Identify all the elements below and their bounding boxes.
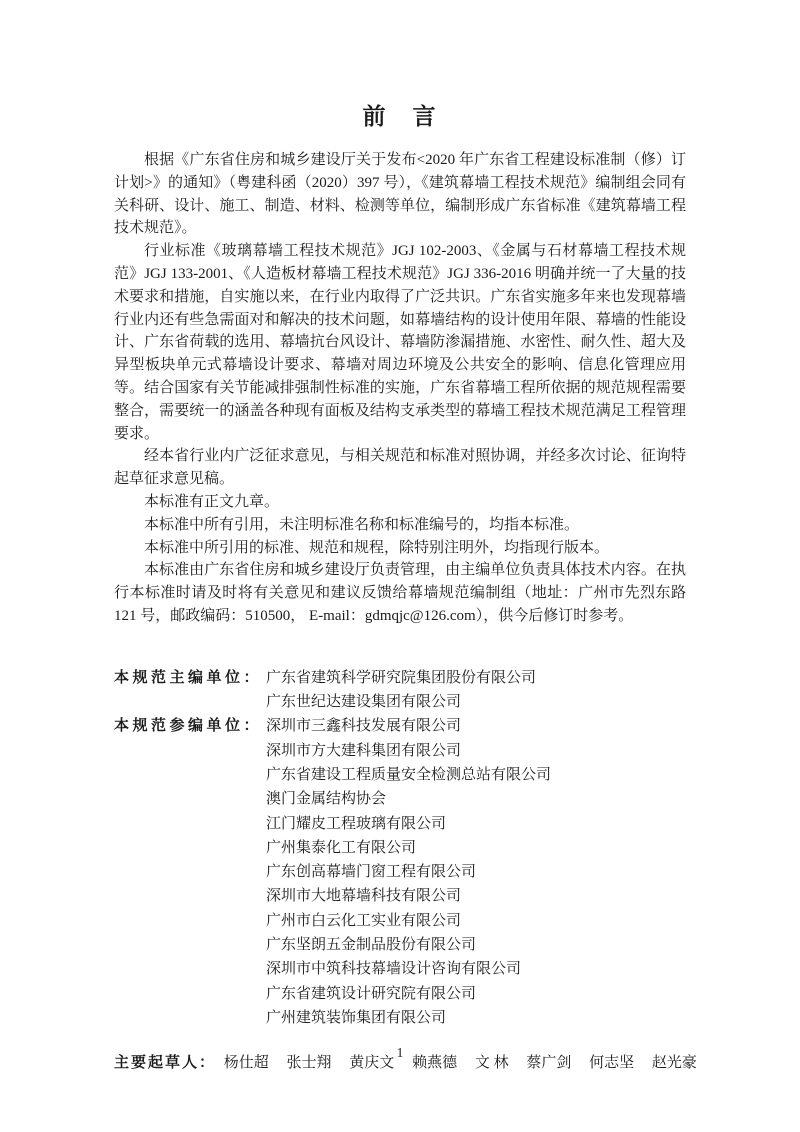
org-name: 深圳市三鑫科技发展有限公司 [266,718,462,735]
preface-paragraph: 本标准有正文九章。 [144,493,280,510]
preface-paragraph: 本标准由广东省住房和城乡建设厅负责管理，由主编单位负责具体技术内容。在执行本标准时请及时将有关意见和建议反馈给幕墙规范编制组（地址：广州市先烈东路 121 号，邮政编码：510500， E-mail：gdmqjc@126.com），供今后修订时参考。 [114,562,686,624]
org-name: 广东省建筑科学研究院集团股份有限公司 [266,669,537,686]
org-name: 江门耀皮工程玻璃有限公司 [266,815,447,832]
drafter-name: 赵光豪 [651,1055,697,1072]
drafter-name: 蔡广剑 [526,1055,572,1072]
drafter-name: 何志坚 [589,1055,635,1072]
preface-paragraph: 本标准中所有引用，未注明标准名称和标准编号的，均指本标准。 [144,516,580,533]
preface-paragraph: 行业标准《玻璃幕墙工程技术规范》JGJ 102-2003、《金属与石材幕墙工程技术规范》JGJ 133-2001、《人造板材幕墙工程技术规范》JGJ 336-2016 明确并统一了大量的技术要求和措施，自实施以来，在行业内取得了广泛共识。广东省实施多年来也发现幕墙行业内还有些急需面对和解决的技术问题，如幕墙结构的设计使用年限、幕墙的性能设计、广东省荷载的选用、幕墙抗台风设计、幕墙防渗漏措施、水密性、耐久性、超大及异型板块单元式幕墙设计要求、幕墙对周边环境及公共安全的影响、信息化管理应用等。结合国家有关节能减排强制性标准的实施，广东省幕墙工程所依据的规范规程需要整合，需要统一的涵盖各种现有面板及结构支承类型的幕墙工程技术规范满足工程管理要求。 [114,243,686,442]
chief-units-label: 本规范主编单位： [114,668,263,686]
participating-units-list [266,714,686,1030]
page-number: 1 [396,1046,404,1061]
drafter-name: 赖燕德 [412,1055,458,1072]
org-name: 广东省建筑设计研究院有限公司 [266,985,477,1002]
org-name: 深圳市大地幕墙科技有限公司 [266,888,462,905]
org-name: 广州市白云化工实业有限公司 [266,912,462,929]
preface-body [114,149,686,628]
participating-units-row [114,714,686,1030]
org-name: 广州建筑装饰集团有限公司 [266,1009,447,1026]
org-name: 广州集泰化工有限公司 [266,839,417,856]
drafter-name: 文 林 [474,1055,509,1072]
drafter-name: 杨仕超 [223,1055,269,1072]
org-name: 深圳市方大建科集团有限公司 [266,742,462,759]
org-name: 广东坚朗五金制品股份有限公司 [266,937,477,953]
participating-units-label: 本规范参编单位： [114,717,263,735]
editing-units-section [114,666,686,1030]
chief-units-row [114,666,686,715]
preface-paragraph: 本标准中所引用的标准、规范和规程，除特别注明外，均指现行版本。 [144,539,610,556]
preface-paragraph: 根据《广东省住房和城乡建设厅关于发布<2020 年广东省工程建设标准制（修）订计划>》的通知》（粤建科函（2020）397 号），《建筑幕墙工程技术规范》编制组会同有关科研、设计、施工、制造、材料、检测等单位，编制形成广东省标准《建筑幕墙工程技术规范》。 [114,152,686,237]
drafters-label: 主要起草人： [114,1054,217,1072]
org-name: 广东世纪达建设集团有限公司 [266,694,462,711]
org-name: 深圳市中筑科技幕墙设计咨询有限公司 [266,961,522,978]
org-name: 澳门金属结构协会 [266,791,387,808]
chief-units-list [266,666,686,715]
org-name: 广东创高幕墙门窗工程有限公司 [266,864,477,881]
drafter-name: 黄庆文 [349,1055,395,1072]
preface-paragraph: 经本省行业内广泛征求意见，与相关规范和标准对照协调，并经多次讨论、征询特起草征求意见稿。 [114,448,686,488]
drafter-name: 张士翔 [286,1055,332,1072]
org-name: 广东省建设工程质量安全检测总站有限公司 [266,766,552,783]
document-content [114,102,697,1075]
page-title: 前 言 [362,104,438,129]
